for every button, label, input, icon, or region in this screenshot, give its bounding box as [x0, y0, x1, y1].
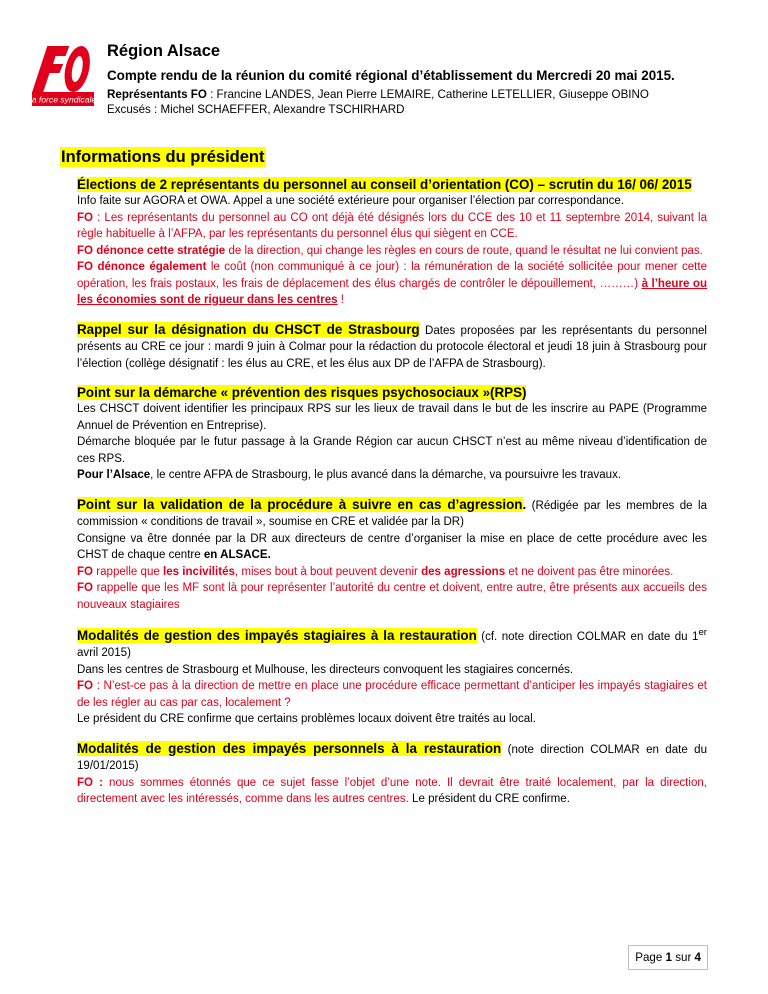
- section-title-text: Modalités de gestion des impayés personnels à la restauration: [77, 740, 502, 756]
- paragraph-text: de la direction, qui change les règles en cours de route, quand le résultat ne lui convient pas.: [225, 244, 703, 257]
- paragraph: [77, 625, 707, 662]
- excused-line: Excusés : Michel SCHAEFFER, Alexandre TSCHIRHARD: [107, 103, 405, 116]
- paragraph: Dans les centres de Strasbourg et Mulhouse, les directeurs convoquent les stagiaires concernés.: [77, 663, 574, 676]
- paragraph-text: (note direction COLMAR en date du 19/01/2015): [77, 743, 707, 773]
- document-header: [107, 42, 748, 117]
- paragraph: Info faite sur AGORA et OWA. Appel a une société extérieure pour organiser l’élection par correspondance.: [77, 195, 625, 207]
- representatives-line: [107, 87, 748, 102]
- fo-label: FO :: [77, 776, 103, 789]
- paragraph: [77, 740, 707, 775]
- paragraph-text: : N’est-ce pas à la direction de mettre en place une procédure efficace permettant d’anticiper les impayés stagiaires et de les régler au cas par cas, localement ?: [77, 680, 707, 709]
- section-title-text: Rappel sur la désignation du CHSCT de Strasbourg: [77, 321, 420, 337]
- section-impayes-stagiaires: [77, 625, 707, 728]
- paragraph-text: nous sommes étonnés que ce sujet fasse l’objet d’une note. Il devrait être traité localement, par la direction, directement avec les intéressés, comme dans les autres centres.: [77, 776, 707, 806]
- representatives-label: Représentants FO: [107, 88, 207, 101]
- paragraph-fo: [77, 243, 707, 260]
- page-number: [628, 945, 708, 970]
- paragraph-fo: [77, 564, 707, 581]
- page-current: 1: [665, 951, 672, 964]
- fo-logo: [30, 42, 96, 108]
- page-total: 4: [694, 951, 701, 964]
- section-title-text: Élections de 2 représentants du personnel au conseil d’orientation (CO) – scrutin du 16/ 06/ 2015: [77, 177, 692, 192]
- section-rps: [77, 384, 707, 484]
- paragraph: Démarche bloquée par le futur passage à la Grande Région car aucun CHSCT n’est au même niveau d’identification de ces RPS.: [77, 436, 707, 465]
- paragraph: Le président du CRE confirme que certains problèmes locaux doivent être traités au local.: [77, 713, 536, 726]
- representatives-names: : Francine LANDES, Jean Pierre LEMAIRE, Catherine LETELLIER, Giuseppe OBINO: [206, 88, 649, 101]
- paragraph: [77, 531, 707, 564]
- content: [77, 176, 707, 820]
- paragraph-text: !: [337, 294, 344, 306]
- paragraph-fo: [77, 210, 707, 243]
- paragraph: [77, 321, 707, 373]
- paragraph-text: , mises bout à bout peuvent devenir: [234, 565, 422, 578]
- fo-label: FO: [77, 582, 94, 594]
- section-title: [77, 384, 707, 401]
- section-title-text: Point sur la validation de la procédure à suivre en cas d’agression: [77, 496, 523, 512]
- paragraph-text: : Les représentants du personnel au CO ont déjà été désignés lors du CCE des 10 et 11 septembre 2014, suivant la règle habituelle à l’AFPA, par les représentants du personnel élus qui siègent en CCE.: [77, 211, 707, 240]
- paragraph-text: Dates proposées par les représentants du personnel présents au CRE ce jour : mardi 9 juin à Colmar pour la rédaction du protocole électoral et jeudi 18 juin à Strasbourg pour l’élection (collège désignatif : les élus au CRE, et les élus aux DP de l’AFPA de Strasbourg).: [77, 324, 707, 370]
- title-dot: .: [522, 496, 527, 512]
- section-agression: [77, 496, 707, 614]
- region-title: Région Alsace: [107, 42, 221, 60]
- main-title: Informations du président: [61, 148, 265, 166]
- section-chsct-strasbourg: [77, 321, 707, 373]
- paragraph-text: Consigne va être donnée par la DR aux directeurs de centre d’organiser la mise en place de cette procédure avec les CHST de chaque centre: [77, 532, 707, 561]
- paragraph-text: Le président du CRE confirme.: [408, 793, 570, 806]
- paragraph-fo: [77, 259, 707, 309]
- paragraph-fo: [77, 580, 707, 613]
- fo-bold: FO dénonce cette stratégie: [77, 244, 226, 257]
- paragraph: Les CHSCT doivent identifier les principaux RPS sur les lieux de travail dans le but de les inscrire au PAPE (Programme Annuel de Prévention en Entreprise).: [77, 403, 707, 432]
- page-sep: sur: [671, 951, 695, 964]
- bold-text: les incivilités: [163, 565, 235, 578]
- paragraph: [77, 775, 707, 808]
- paragraph-text: rappelle que: [93, 565, 164, 578]
- paragraph-text: (cf. note direction COLMAR en date du 1: [476, 630, 699, 643]
- underlined-text: à l’heure ou les économies sont de rigueur dans les centres: [77, 277, 707, 306]
- fo-label: FO: [77, 565, 94, 578]
- page-label: Page: [635, 951, 666, 964]
- section-title-text: Modalités de gestion des impayés stagiaires à la restauration: [77, 627, 477, 643]
- section-impayes-personnels: [77, 740, 707, 808]
- paragraph-text: le coût (non communiqué à ce jour) : la rémunération de la société sollicitée pour mener cette opération, les frais postaux, les frais de déplacement des élus chargés de contrôler le dépouillement, ………): [77, 261, 707, 290]
- bold-text: en ALSACE.: [203, 549, 271, 561]
- paragraph-text: avril 2015): [77, 647, 131, 660]
- paragraph-text: , le centre AFPA de Strasbourg, le plus avancé dans la démarche, va poursuivre les travaux.: [150, 469, 622, 481]
- superscript: er: [698, 627, 707, 638]
- section-title-text: Point sur la démarche « prévention des risques psychosociaux »(RPS): [77, 385, 527, 400]
- logo-tagline: la force syndicale: [30, 94, 96, 105]
- paragraph-text: (Rédigée par les membres de la commission « conditions de travail », soumise en CRE et validée par la DR): [77, 499, 707, 528]
- paragraph-text: rappelle que les MF sont là pour représenter l’autorité du centre et doivent, entre autre, être présents aux accueils des nouveaux stagiaires: [77, 582, 707, 611]
- section-title: [77, 176, 707, 193]
- paragraph: [77, 467, 707, 484]
- report-title: Compte rendu de la réunion du comité régional d’établissement du Mercredi 20 mai 2015.: [107, 68, 675, 83]
- paragraph-text: et ne doivent pas être minorées.: [505, 565, 674, 578]
- fo-label: FO: [77, 211, 94, 224]
- fo-label: FO: [77, 680, 94, 693]
- bold-text: des agressions: [421, 565, 506, 578]
- fo-bold: FO dénonce également: [77, 261, 207, 273]
- bold-text: Pour l’Alsace: [77, 469, 151, 481]
- paragraph-fo: [77, 678, 707, 711]
- section-elections-co: [77, 176, 707, 309]
- paragraph: [77, 496, 707, 531]
